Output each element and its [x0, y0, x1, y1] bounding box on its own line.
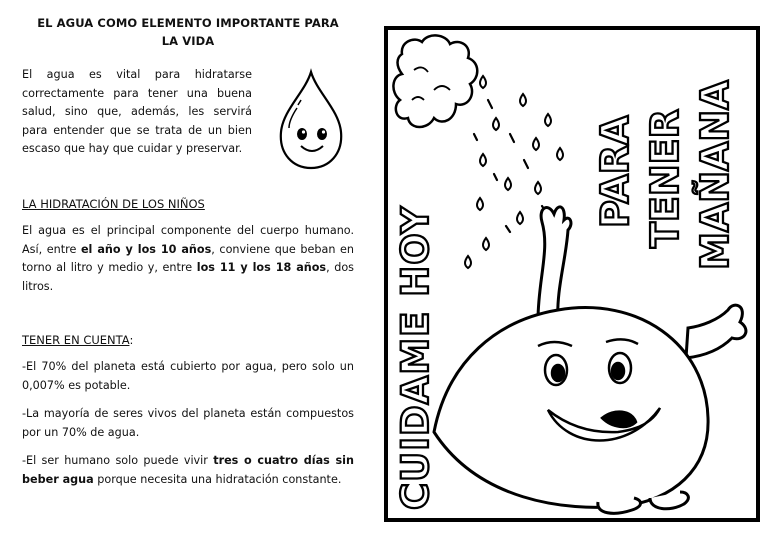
- manana-text: MAÑANA: [693, 80, 737, 270]
- rain-cloud-icon: [393, 35, 477, 127]
- fact-item: [22, 452, 354, 489]
- hydration-text-a: El agua es el principal componente del cuerpo humano. Así, entre: [22, 224, 354, 256]
- facts-heading-text: TENER EN CUENTA: [22, 333, 130, 347]
- page-title: [22, 14, 354, 50]
- smiling-water-drop-icon: [265, 66, 357, 174]
- tener-text: TENER: [643, 109, 687, 248]
- para-text: PARA: [593, 115, 637, 228]
- info-column: [22, 14, 354, 486]
- coloring-poster: [384, 26, 760, 522]
- title-line-2: LA VIDA: [161, 34, 215, 48]
- fact-3-text-c: porque necesita una hidratación constante.: [93, 472, 342, 486]
- fact-item: -La mayoría de seres vivos del planeta están compuestos por un 70% de agua.: [22, 407, 354, 439]
- hydration-heading: LA HIDRATACIÓN DE LOS NIÑOS: [22, 197, 205, 211]
- facts-heading: [22, 332, 354, 348]
- hydration-section: [22, 196, 354, 296]
- facts-heading-colon: :: [129, 333, 134, 347]
- hydration-age-range-2: los 11 y los 18 años: [196, 261, 327, 274]
- fact-3-text-a: -El ser humano solo puede vivir: [22, 454, 214, 467]
- title-line-1: EL AGUA COMO ELEMENTO IMPORTANTE PARA: [37, 16, 339, 30]
- hydration-age-range-1: el año y los 10 años: [80, 242, 212, 256]
- intro-paragraph: El agua es vital para hidratarse correctamente para tener una buena salud, sino que, además, les servirá para entender que se trata de un bien escaso que hay que cuidar y preservar.: [22, 68, 252, 155]
- cuidame-hoy-text: CUIDAME HOY: [394, 205, 437, 510]
- rain-streaks: [474, 100, 546, 232]
- facts-section: [22, 332, 354, 499]
- fact-item: -El 70% del planeta está cubierto por agua, pero solo un 0,007% es potable.: [22, 360, 354, 392]
- hydration-text-e: , dos litros.: [22, 261, 354, 293]
- hydration-text-c: , conviene que beban en torno al litro y medio y, entre: [22, 242, 354, 274]
- hydration-paragraph: [22, 222, 354, 296]
- fact-3-emphasis: tres o cuatro días sin beber agua: [22, 454, 354, 486]
